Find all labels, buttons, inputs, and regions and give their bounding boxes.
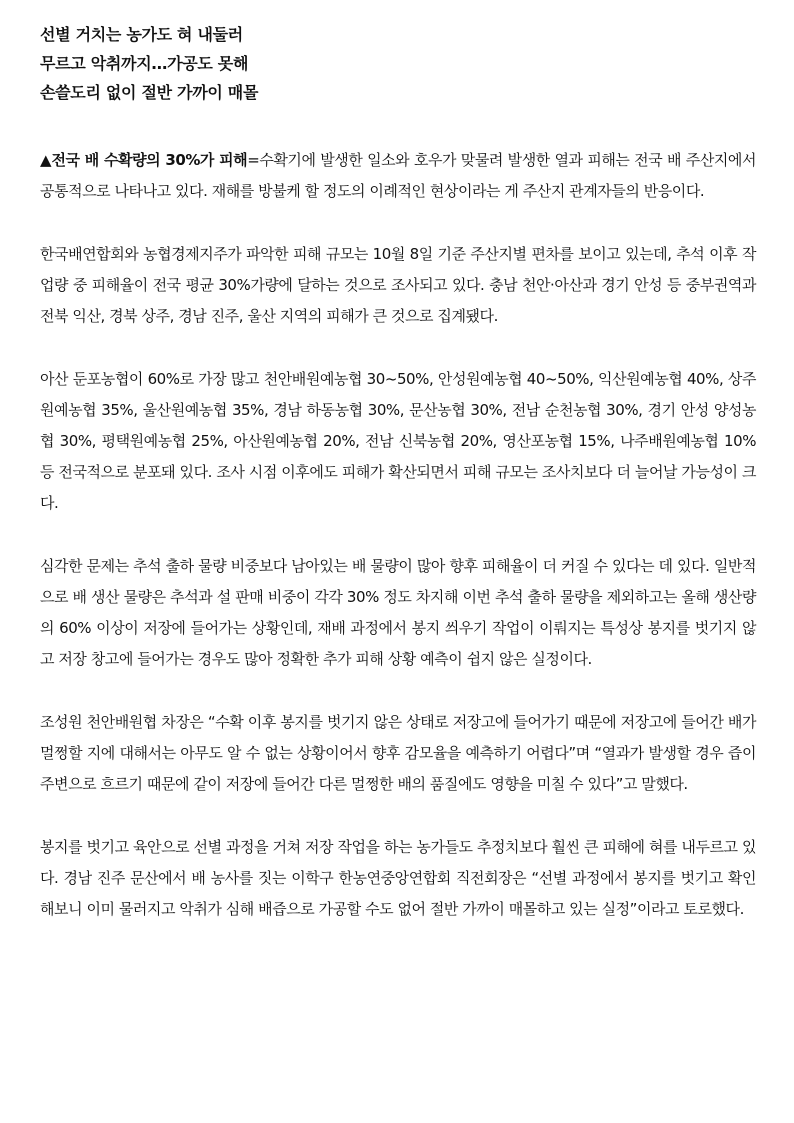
paragraph-5: 조성원 천안배원협 차장은 “수확 이후 봉지를 벗기지 않은 상태로 저장고에 들어가기 때문에 저장고에 들어간 배가 멀쩡할 지에 대해서는 아무도 알 수 없는 상황이어서 향후 감모율을 예측하기 어렵다”며 “열과가 발생할 경우 즙이 주변으로 흐르기 때문에 같이 저장에 들어간 다른 멀쩡한 배의 품질에도 영향을 미칠 수 있다”고 말했다. (40, 713, 756, 793)
paragraph-1 (40, 145, 756, 207)
section-lead: ▲전국 배 수확량의 30%가 피해 (40, 151, 248, 169)
paragraph-2: 한국배연합회와 농협경제지주가 파악한 피해 규모는 10월 8일 기준 주산지별 편차를 보이고 있는데, 추석 이후 작업량 중 피해율이 전국 평균 30%가량에 달하는 것으로 조사되고 있다. 충남 천안·아산과 경기 안성 등 중부권역과 전북 익산, 경북 상주, 경남 진주, 울산 지역의 피해가 큰 것으로 집계됐다. (40, 245, 756, 325)
subheadline-line-2: 무르고 악취까지…가공도 못해 (40, 54, 249, 73)
subheadline-line-1: 선별 거치는 농가도 혀 내둘러 (40, 25, 243, 44)
paragraph-4: 심각한 문제는 추석 출하 물량 비중보다 남아있는 배 물량이 많아 향후 피해율이 더 커질 수 있다는 데 있다. 일반적으로 배 생산 물량은 추석과 설 판매 비중이 각각 30% 정도 차지해 이번 추석 출하 물량을 제외하고는 올해 생산량의 60% 이상이 저장에 들어가는 상황인데, 재배 과정에서 봉지 씌우기 작업이 이뤄지는 특성상 봉지를 벗기지 않고 저장 창고에 들어가는 경우도 많아 정확한 추가 피해 상황 예측이 쉽지 않은 실정이다. (40, 557, 756, 668)
subheadline-block (40, 20, 756, 107)
paragraph-1-text: =수확기에 발생한 일소와 호우가 맞물려 발생한 열과 피해는 전국 배 주산지에서 공통적으로 나타나고 있다. 재해를 방불케 할 정도의 이례적인 현상이라는 게 주산지 관계자들의 반응이다. (40, 151, 756, 200)
paragraph-6: 봉지를 벗기고 육안으로 선별 과정을 거쳐 저장 작업을 하는 농가들도 추정치보다 훨씬 큰 피해에 혀를 내두르고 있다. 경남 진주 문산에서 배 농사를 짓는 이학구 한농연중앙연합회 직전회장은 “선별 과정에서 봉지를 벗기고 확인해보니 이미 물러지고 악취가 심해 배즙으로 가공할 수도 없어 절반 가까이 매몰하고 있는 실정”이라고 토로했다. (40, 838, 756, 918)
paragraph-3: 아산 둔포농협이 60%로 가장 많고 천안배원예농협 30~50%, 안성원예농협 40~50%, 익산원예농협 40%, 상주원예농협 35%, 울산원예농협 35%, 경남 하동농협 30%, 문산농협 30%, 전남 순천농협 30%, 경기 안성 양성농협 30%, 평택원예농협 25%, 아산원예농협 20%, 전남 신북농협 20%, 영산포농협 15%, 나주배원예농협 10% 등 전국적으로 분포돼 있다. 조사 시점 이후에도 피해가 확산되면서 피해 규모는 조사치보다 더 늘어날 가능성이 크다. (40, 370, 756, 512)
article-body (40, 145, 756, 925)
article-page (40, 20, 756, 957)
subheadline-line-3: 손쓸도리 없이 절반 가까이 매몰 (40, 83, 259, 102)
